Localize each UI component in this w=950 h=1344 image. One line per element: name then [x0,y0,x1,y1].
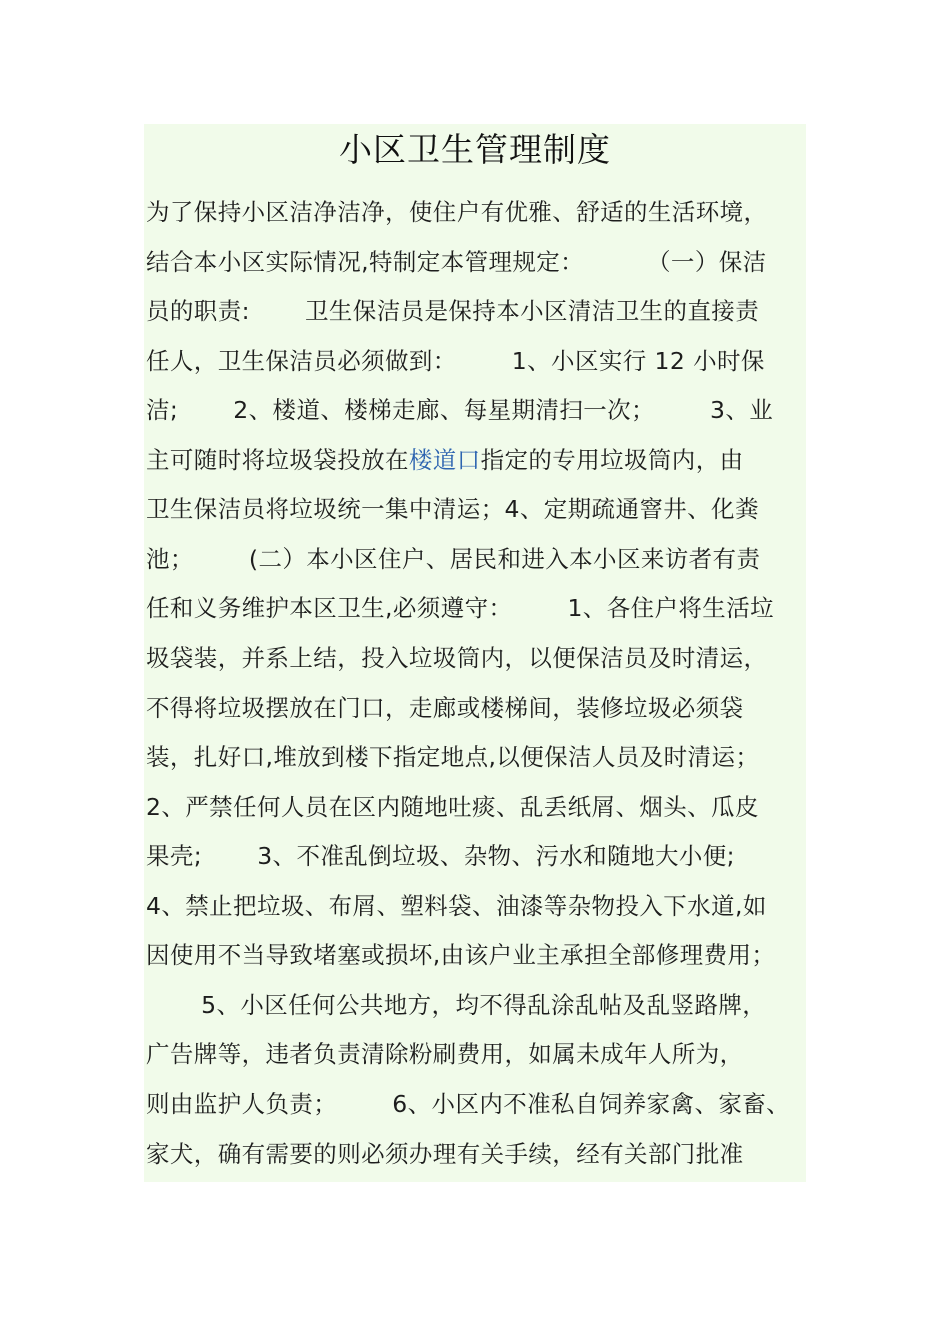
line-text: 广告牌等，违者负责清除粉刷费用，如属未成年人所为， [146,1040,744,1068]
paragraph-line-6 [146,440,816,480]
line-text: 任人，卫生保洁员必须做到： 1、小区实行 12 小时保 [146,347,765,375]
link-loudaokou[interactable]: 楼道口 [408,446,481,474]
line-text: 主可随时将垃圾袋投放在 [146,446,409,474]
line-text: 任和义务维护本区卫生,必须遵守： 1、各住户将生活垃 [146,594,775,622]
paragraph-line-16 [146,935,816,975]
paragraph-line-15 [146,886,816,926]
paragraph-line-4 [146,341,816,381]
line-text: 指定的专用垃圾筒内，由 [480,446,744,474]
paragraph-line-19 [146,1084,816,1124]
line-text: 家犬，确有需要的则必须办理有关手续，经有关部门批准 [146,1140,744,1168]
paragraph-line-5 [146,390,816,430]
line-text: 因使用不当导致堵塞或损坏,由该户业主承担全部修理费用； [146,941,776,969]
line-text: 果壳; 3、不准乱倒垃圾、杂物、污水和随地大小便; [146,842,735,870]
paragraph-line-17 [146,985,816,1025]
line-text: 装，扎好口,堆放到楼下指定地点,以便保洁人员及时清运； [146,743,760,771]
document-title: 小区卫生管理制度 [339,130,611,169]
paragraph-line-11 [146,688,816,728]
paragraph-line-8 [146,539,816,579]
line-text: 则由监护人负责； 6、小区内不准私自饲养家禽、家畜、 [146,1090,791,1118]
line-text: 5、小区任何公共地方，均不得乱涂乱帖及乱竖路牌， [146,991,767,1019]
paragraph-line-2 [146,242,816,282]
paragraph-line-14 [146,836,816,876]
paragraph-line-9 [146,588,816,628]
paragraph-line-7 [146,489,816,529]
line-text: 结合本小区实际情况,特制定本管理规定： （一）保洁 [146,248,767,276]
line-text: 4、禁止把垃圾、布屑、塑料袋、油漆等杂物投入下水道,如 [146,892,767,920]
line-text: 池； (二）本小区住户、居民和进入本小区来访者有责 [146,545,761,573]
line-text: 员的职责: 卫生保洁员是保持本小区清洁卫生的直接责 [146,297,760,325]
paragraph-line-10 [146,638,816,678]
line-text: 洁; 2、楼道、楼梯走廊、每星期清扫一次； 3、业 [146,396,774,424]
line-text: 2、严禁任何人员在区内随地吐痰、乱丢纸屑、烟头、瓜皮 [146,793,759,821]
paragraph-line-13 [146,787,816,827]
paragraph-line-18 [146,1034,816,1074]
line-text: 不得将垃圾摆放在门口，走廊或楼梯间，装修垃圾必须袋 [146,694,744,722]
line-text: 圾袋装，并系上结，投入垃圾筒内，以便保洁员及时清运， [146,644,768,672]
paragraph-line-3 [146,291,816,331]
line-text: 卫生保洁员将垃圾统一集中清运；4、定期疏通窨井、化粪 [146,495,759,523]
line-text: 为了保持小区洁净洁净，使住户有优雅、舒适的生活环境， [146,198,768,226]
paragraph-line-20 [146,1134,816,1174]
paragraph-line-1 [146,192,816,232]
paragraph-line-12 [146,737,816,777]
